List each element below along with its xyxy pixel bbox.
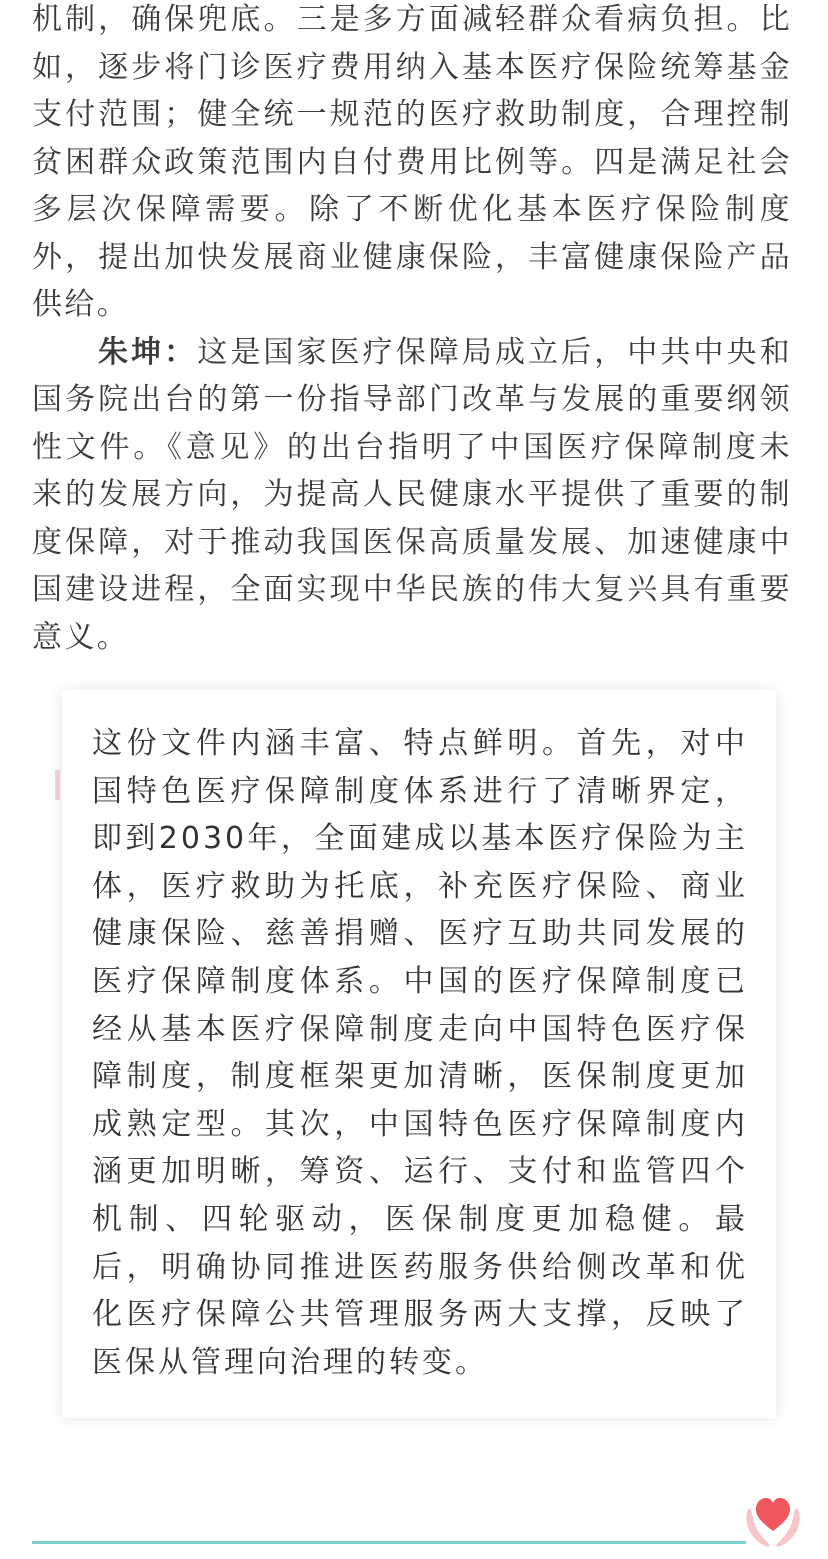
heart-shape xyxy=(756,1498,790,1531)
quote-card xyxy=(62,690,776,1418)
heart-hands-icon xyxy=(742,1487,804,1551)
paragraph-policy-summary: 机制，确保兜底。三是多方面减轻群众看病负担。比如，逐步将门诊医疗费用纳入基本医疗保险统筹基金支付范围；健全统一规范的医疗救助制度，合理控制贫困群众政策范围内自付费用比例等。四是满足社会多层次保障需要。除了不断优化基本医疗保险制度外，提出加快发展商业健康保险，丰富健康保险产品供给。 xyxy=(32,2,792,322)
speaker-statement: 这是国家医疗保障局成立后，中共中央和国务院出台的第一份指导部门改革与发展的重要纲领性文件。《意见》的出台指明了中国医疗保障制度未来的发展方向，为提高人民健康水平提供了重要的制度保障，对于推动我国医保高质量发展、加速健康中国建设进程，全面实现中华民族的伟大复兴具有重要意义。 xyxy=(32,334,793,655)
quote-text: 这份文件内涵丰富、特点鲜明。首先，对中国特色医疗保障制度体系进行了清晰界定，即到2030年，全面建成以基本医疗保险为主体，医疗救助为托底，补充医疗保险、商业健康保险、慈善捐赠、医疗互助共同发展的医疗保障制度体系。中国的医疗保障制度已经从基本医疗保障制度走向中国特色医疗保障制度，制度框架更加清晰，医保制度更加成熟定型。其次，中国特色医疗保障制度内涵更加明晰，筹资、运行、支付和监管四个机制、四轮驱动，医保制度更加稳健。最后，明确协同推进医药服务供给侧改革和优化医疗保障公共管理服务两大支撑，反映了医保从管理向治理的转变。 xyxy=(92,726,748,1380)
article-body xyxy=(32,0,792,661)
quote-marker xyxy=(55,770,60,800)
section-divider xyxy=(32,1541,746,1544)
speaker-name: 朱坤： xyxy=(98,334,198,370)
paragraph-zhu-kun xyxy=(32,329,792,662)
